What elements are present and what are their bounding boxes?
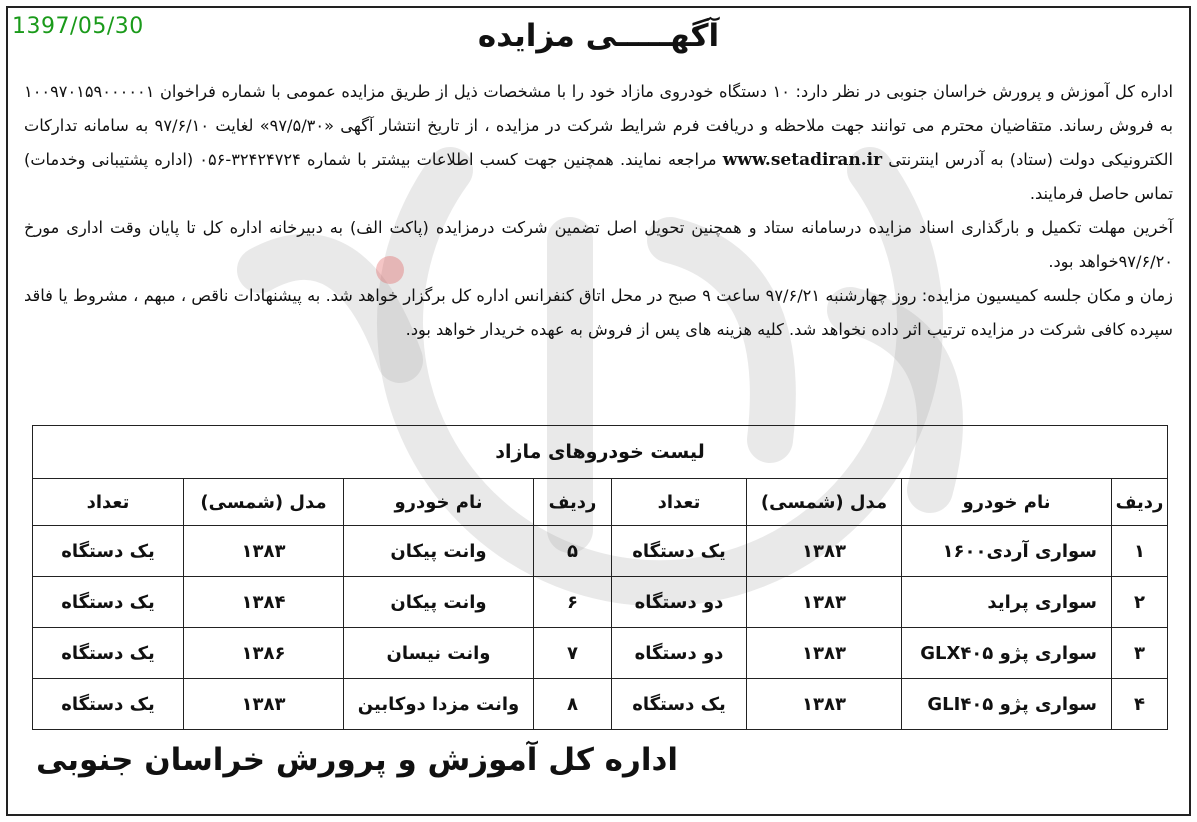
paragraph-1-intro: اداره کل آموزش و پرورش خراسان جنوبی در نظر دارد: ۱۰ دستگاه خودروی مازاد خود را با مشخصات ذیل از طریق مزایده عمومی با شماره فراخوان ۱۰۰۹۷۰۱۵۹۰۰۰۰۰۱ به فروش رساند. متقاضیان محترم می توانند جهت ملاحظه و دریافت فرم شرایط شرکت در مزایده ، از تاریخ انتشار آگهی «۹۷/۵/۳۰» لغایت ۹۷/۶/۱۰ به سامانه تدارکات الکترونیکی دولت (ستاد) به آدرس اینترنتی	[24, 82, 1173, 169]
quantity: دو دستگاه	[612, 577, 747, 628]
header-row-number: ردیف	[1112, 479, 1168, 526]
quantity: یک دستگاه	[612, 679, 747, 730]
model-year: ۱۳۸۳	[184, 679, 344, 730]
model-year: ۱۳۸۳	[747, 628, 902, 679]
model-year: ۱۳۸۳	[747, 526, 902, 577]
table-row	[33, 679, 1168, 730]
table-caption: لیست خودروهای مازاد	[33, 426, 1168, 479]
paragraph-1-outro: مراجعه نمایند. همچنین جهت کسب اطلاعات بیشتر با شماره ۳۲۴۲۴۷۲۴-۰۵۶ (اداره پشتیبانی وخدمات) تماس حاصل فرمایند.	[24, 150, 1173, 203]
publish-date-stamp: 1397/05/30	[12, 14, 144, 39]
row-number: ۱	[1112, 526, 1168, 577]
vehicle-name: وانت مزدا دوکابین	[344, 679, 534, 730]
quantity: یک دستگاه	[33, 679, 184, 730]
model-year: ۱۳۸۳	[184, 526, 344, 577]
header-model-year: مدل (شمسی)	[184, 479, 344, 526]
header-vehicle-name: نام خودرو	[902, 479, 1112, 526]
table-row	[33, 628, 1168, 679]
vehicle-name: سواری پژو GLX۴۰۵	[902, 628, 1112, 679]
quantity: یک دستگاه	[33, 577, 184, 628]
header-row-number: ردیف	[534, 479, 612, 526]
vehicle-name: سواری آردی۱۶۰۰	[902, 526, 1112, 577]
paragraph-deadline: آخرین مهلت تکمیل و بارگذاری اسناد مزایده درسامانه ستاد و همچنین تحویل اصل تضمین شرکت درمزایده (پاکت الف) به دبیرخانه اداره کل تا پایان وقت اداری مورخ ۹۷/۶/۲۰خواهد بود.	[24, 218, 1173, 271]
header-quantity: تعداد	[612, 479, 747, 526]
row-number: ۵	[534, 526, 612, 577]
model-year: ۱۳۸۳	[747, 679, 902, 730]
table-row	[33, 526, 1168, 577]
vehicle-name: سواری پژو GLI۴۰۵	[902, 679, 1112, 730]
model-year: ۱۳۸۳	[747, 577, 902, 628]
row-number: ۳	[1112, 628, 1168, 679]
row-number: ۸	[534, 679, 612, 730]
quantity: یک دستگاه	[33, 628, 184, 679]
ad-body	[24, 75, 1173, 347]
vehicle-name: وانت نیسان	[344, 628, 534, 679]
header-quantity: تعداد	[33, 479, 184, 526]
model-year: ۱۳۸۴	[184, 577, 344, 628]
table-header-row	[33, 479, 1168, 526]
row-number: ۷	[534, 628, 612, 679]
vehicle-name: وانت پیکان	[344, 526, 534, 577]
header-model-year: مدل (شمسی)	[747, 479, 902, 526]
quantity: یک دستگاه	[33, 526, 184, 577]
surplus-vehicles-table	[32, 425, 1168, 730]
table-row	[33, 577, 1168, 628]
vehicle-name: وانت پیکان	[344, 577, 534, 628]
setadiran-link[interactable]: www.setadiran.ir	[722, 150, 883, 170]
row-number: ۲	[1112, 577, 1168, 628]
quantity: دو دستگاه	[612, 628, 747, 679]
row-number: ۶	[534, 577, 612, 628]
ad-title: آگهـــــی مزایده	[477, 18, 720, 54]
vehicle-name: سواری پراید	[902, 577, 1112, 628]
quantity: یک دستگاه	[612, 526, 747, 577]
paragraph-announcement	[24, 75, 1173, 211]
row-number: ۴	[1112, 679, 1168, 730]
model-year: ۱۳۸۶	[184, 628, 344, 679]
paragraph-commission: زمان و مکان جلسه کمیسیون مزایده: روز چهارشنبه ۹۷/۶/۲۱ ساعت ۹ صبح در محل اتاق کنفرانس اداره کل برگزار خواهد شد. به پیشنهادات ناقص ، مبهم ، مشروط یا فاقد سپرده کافی شرکت در مزایده ترتیب اثر داده نخواهد شد. کلیه هزینه های پس از فروش به عهده خریدار خواهد بود.	[24, 286, 1173, 339]
header-vehicle-name: نام خودرو	[344, 479, 534, 526]
issuer-signature: اداره کل آموزش و پرورش خراسان جنوبی	[36, 742, 678, 778]
